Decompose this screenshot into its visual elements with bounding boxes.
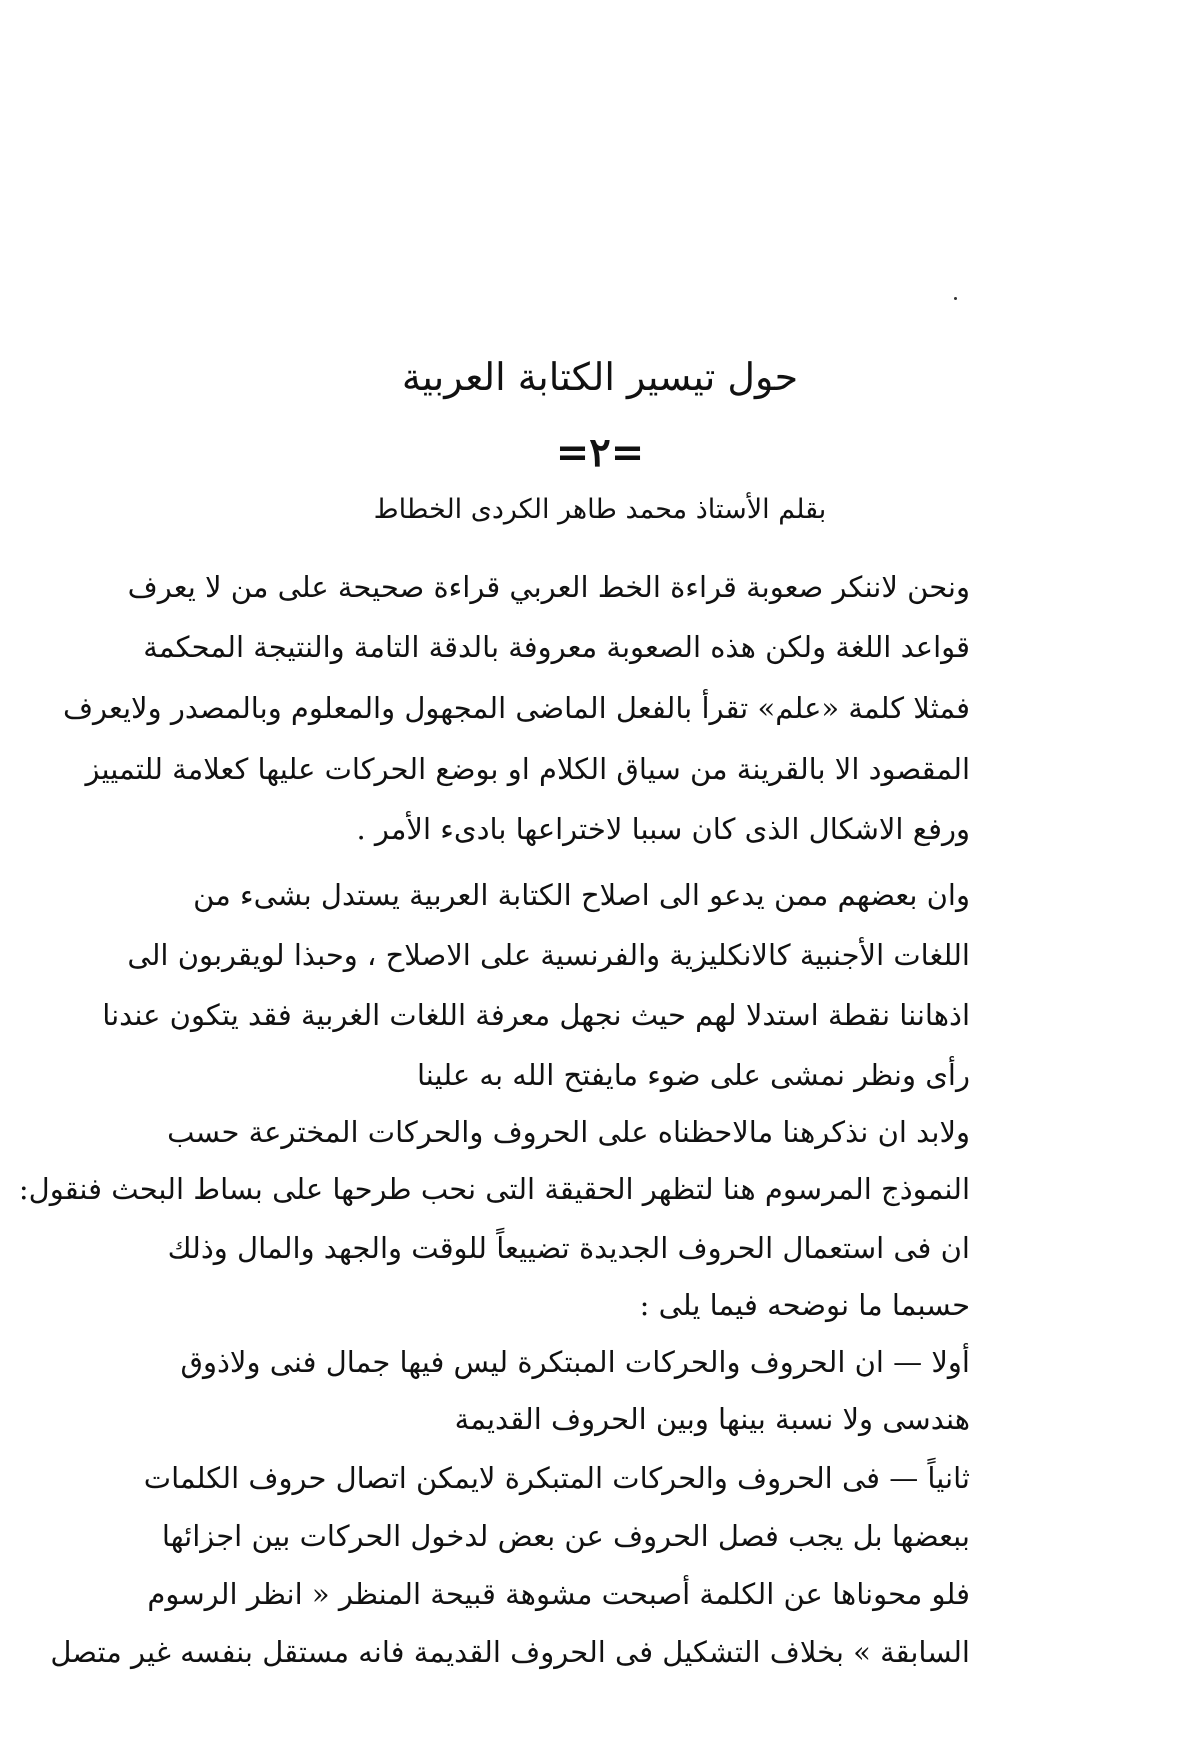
body-line: قواعد اللغة ولكن هذه الصعوبة معروفة بالدقة التامة والنتيجة المحكمة [143,630,970,664]
scan-speck [954,297,957,300]
body-line: ثانياً — فى الحروف والحركات المتبكرة لايمكن اتصال حروف الكلمات [143,1461,970,1495]
part-number: =٢= [555,429,645,476]
body-line: رأى ونظر نمشى على ضوء مايفتح الله به علينا [416,1058,970,1092]
body-line: ان فى استعمال الحروف الجديدة تضييعاً للوقت والجهد والمال وذلك [167,1231,970,1265]
body-line: اللغات الأجنبية كالانكليزية والفرنسية على الاصلاح ، وحبذا لويقربون الى [127,938,970,972]
article-title: حول تيسير الكتابة العربية [401,355,799,399]
body-line: اذهاننا نقطة استدلا لهم حيث نجهل معرفة اللغات الغربية فقد يتكون عندنا [102,998,970,1032]
body-line: فلو محوناها عن الكلمة أصبحت مشوهة قبيحة المنظر « انظر الرسوم [147,1577,970,1611]
body-line: ونحن لاننكر صعوبة قراءة الخط العربي قراءة صحيحة على من لا يعرف [127,570,970,604]
body-line: حسبما ما نوضحه فيما يلى : [639,1288,970,1322]
body-line: ورفع الاشكال الذى كان سببا لاختراعها بادىء الأمر . [356,812,970,846]
body-line: أولا — ان الحروف والحركات المبتكرة ليس فيها جمال فنى ولاذوق [180,1345,970,1379]
body-line: المقصود الا بالقرينة من سياق الكلام او بوضع الحركات عليها كعلامة للتمييز [85,752,970,786]
author-byline: بقلم الأستاذ محمد طاهر الكردى الخطاط [373,494,827,525]
body-line: ببعضها بل يجب فصل الحروف عن بعض لدخول الحركات بين اجزائها [161,1519,970,1553]
body-line: فمثلا كلمة «علم» تقرأ بالفعل الماضى المجهول والمعلوم وبالمصدر ولايعرف [62,691,970,725]
body-line: النموذج المرسوم هنا لتظهر الحقيقة التى نحب طرحها على بساط البحث فنقول: [18,1172,970,1206]
body-line: وان بعضهم ممن يدعو الى اصلاح الكتابة العربية يستدل بشىء من [193,878,970,912]
body-line: هندسى ولا نسبة بينها وبين الحروف القديمة [454,1402,970,1436]
body-line: السابقة » بخلاف التشكيل فى الحروف القديمة فانه مستقل بنفسه غير متصل [50,1635,970,1669]
body-line: ولابد ان نذكرهنا مالاحظناه على الحروف والحركات المخترعة حسب [167,1115,970,1149]
